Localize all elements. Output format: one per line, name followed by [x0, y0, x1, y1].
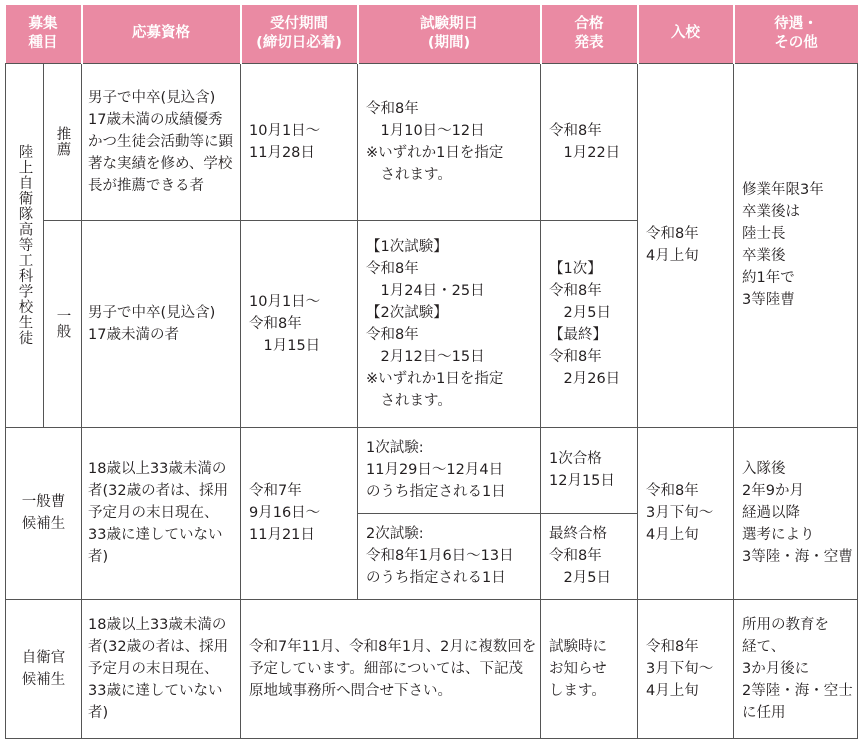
ippan-exam-date: 【1次試験】 令和8年 1月24日・25日 【2次試験】 令和8年 2月12日〜15日 ※いずれか1日を指定 されます。 — [358, 220, 541, 427]
category-gsdf — [6, 63, 44, 427]
sotsu-entry: 令和8年 3月下旬〜 4月上旬 — [638, 427, 734, 599]
header-treatment: 待遇・ その他 — [734, 5, 858, 63]
suisen-exam-date: 令和8年 1月10日〜12日 ※いずれか1日を指定 されます。 — [358, 63, 541, 220]
ippan-result: 【1次】 令和8年 2月5日 【最終】 令和8年 2月26日 — [541, 220, 638, 427]
subcategory-ippan-label: 一般 — [54, 308, 71, 339]
gsdf-treatment: 修業年限3年 卒業後は 陸士長 卒業後 約1年で 3等陸曹 — [734, 63, 858, 427]
header-entry: 入校 — [638, 5, 734, 63]
table-row-sotsu-1 — [6, 427, 858, 513]
category-sotsu: 一般曹 候補生 — [6, 427, 82, 599]
ippan-reception: 10月1日〜 令和8年 1月15日 — [241, 220, 358, 427]
subcategory-suisen — [44, 63, 82, 220]
gsdf-entry: 令和8年 4月上旬 — [638, 63, 734, 427]
header-exam-date: 試験期日 (期間) — [358, 5, 541, 63]
recruitment-table — [5, 5, 858, 739]
header-reception: 受付期間 (締切日必着) — [241, 5, 358, 63]
jieikan-entry: 令和8年 3月下旬〜 4月上旬 — [638, 599, 734, 738]
header-row — [6, 5, 858, 63]
sotsu-result1: 1次合格 12月15日 — [541, 427, 638, 513]
sotsu-qualification: 18歳以上33歳未満の者(32歳の者は、採用予定月の末日現在、33歳に達していない者) — [82, 427, 241, 599]
sotsu-exam2: 2次試験: 令和8年1月6日〜13日 のうち指定される1日 — [358, 513, 541, 599]
header-type: 募集 種目 — [6, 5, 82, 63]
table-row-gsdf-suisen — [6, 63, 858, 220]
subcategory-suisen-label: 推薦 — [54, 126, 71, 157]
jieikan-treatment: 所用の教育を 経て、 3か月後に 2等陸・海・空士 に任用 — [734, 599, 858, 738]
jieikan-schedule: 令和7年11月、令和8年1月、2月に複数回を予定しています。細部については、下記茂原地域事務所へ問合せ下さい。 — [241, 599, 541, 738]
sotsu-exam1: 1次試験: 11月29日〜12月4日 のうち指定される1日 — [358, 427, 541, 513]
sotsu-reception: 令和7年 9月16日〜 11月21日 — [241, 427, 358, 599]
category-gsdf-label: 陸上自衛隊高等工科学校生徒 — [16, 144, 33, 346]
sotsu-result2: 最終合格 令和8年 2月5日 — [541, 513, 638, 599]
header-qualification: 応募資格 — [82, 5, 241, 63]
jieikan-qualification: 18歳以上33歳未満の者(32歳の者は、採用予定月の末日現在、33歳に達していない者) — [82, 599, 241, 738]
table-row-jieikan — [6, 599, 858, 738]
sotsu-treatment: 入隊後 2年9か月 経過以降 選考により 3等陸・海・空曹 — [734, 427, 858, 599]
suisen-qualification: 男子で中卒(見込含) 17歳未満の成績優秀かつ生徒会活動等に顕著な実績を修め、学校長が推薦できる者 — [82, 63, 241, 220]
suisen-reception: 10月1日〜 11月28日 — [241, 63, 358, 220]
category-jieikan: 自衛官 候補生 — [6, 599, 82, 738]
ippan-qualification: 男子で中卒(見込含) 17歳未満の者 — [82, 220, 241, 427]
suisen-result: 令和8年 1月22日 — [541, 63, 638, 220]
jieikan-result: 試験時に お知らせ します。 — [541, 599, 638, 738]
subcategory-ippan — [44, 220, 82, 427]
header-result: 合格 発表 — [541, 5, 638, 63]
